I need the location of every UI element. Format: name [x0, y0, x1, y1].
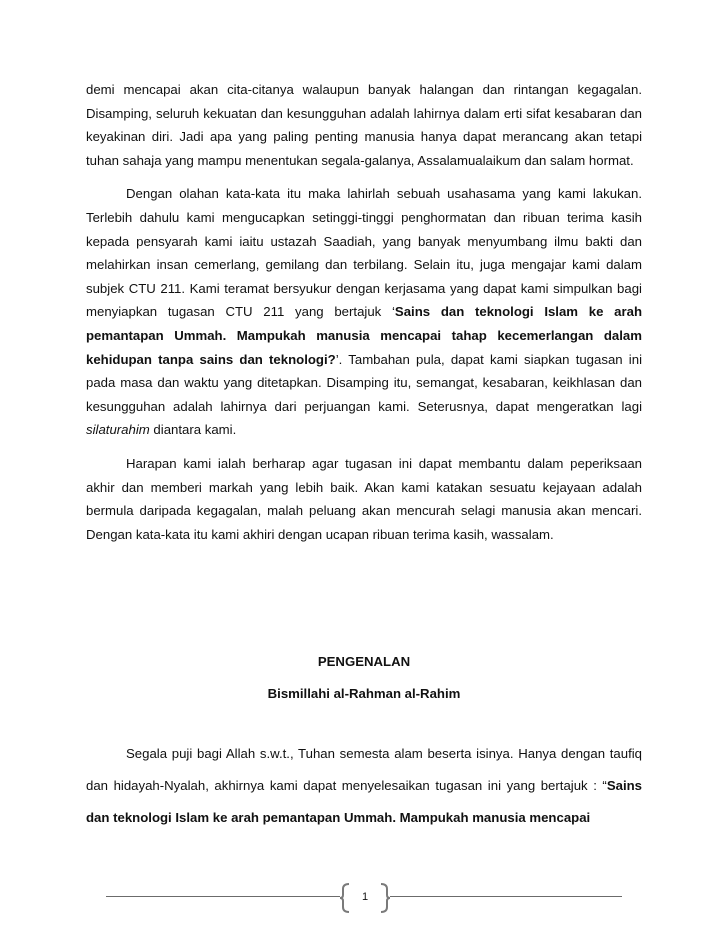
page-number: 1 — [361, 891, 369, 903]
paragraph-acknowledgement — [86, 182, 642, 442]
paragraph-text: ’. Tambahan pula, dapat kami siapkan tugasan ini pada masa dan waktu yang ditetapkan. Disamping itu, semangat, kesabaran, keikhlasan dan kesungguhan adalah lahirnya dari perjuangan kami. Seterusnya, dapat mengeratkan lagi — [86, 351, 643, 414]
paragraph-introduction — [86, 738, 642, 834]
paragraph-text: Dengan olahan kata-kata itu maka lahirlah sebuah usahasama yang kami lakukan. Terlebih dahulu kami mengucapkan setinggi-tinggi penghormatan dan ribuan terima kasih kepada pensyarah kami iaitu ustazah Saadiah, yang banyak menyumbang ilmu bakti dan melahirkan insan cemerlang, gemilang dan terbilang. Selain itu, juga mengajar kami dalam subjek CTU 211. Kami teramat bersyukur dengan kerjasama yang dapat kami simpulkan bagi menyiapkan tugasan CTU 211 yang bertajuk ‘ — [86, 186, 642, 320]
paragraph-text: diantara kami. — [149, 422, 237, 438]
document-body — [86, 78, 642, 546]
page-number-frame — [339, 883, 391, 913]
section-title: PENGENALAN — [317, 654, 411, 669]
introduction-title-bold: Sains dan teknologi Islam ke arah pemantapan Ummah. Mampukah manusia mencapai — [86, 778, 642, 825]
section-subtitle: Bismillahi al-Rahman al-Rahim — [267, 686, 461, 701]
footer-divider-left — [106, 896, 340, 897]
assignment-title-bold: Sains dan teknologi Islam ke arah pemantapan Ummah. Mampukah manusia mencapai tahap kecemerlangan dalam kehidupan tanpa sains dan teknologi? — [86, 304, 642, 367]
italic-term: silaturahim — [86, 422, 150, 438]
footer-divider-right — [390, 896, 622, 897]
paragraph-closing-intro: demi mencapai akan cita-citanya walaupun banyak halangan dan rintangan kegagalan. Disamping, seluruh kekuatan dan kesungguhan adalah lahirnya dalam erti sifat kesabaran dan keyakinan diri. Jadi apa yang paling penting manusia hanya dapat merancang akan tetapi tuhan sahaja yang mampu menentukan segala-galanya, Assalamualaikum dan salam hormat. — [86, 82, 642, 168]
paragraph-text: Segala puji bagi Allah s.w.t., Tuhan semesta alam beserta isinya. Hanya dengan taufiq dan hidayah-Nyalah, akhirnya kami dapat menyelesaikan tugasan ini yang bertajuk : “ — [86, 746, 642, 793]
paragraph-hope: Harapan kami ialah berharap agar tugasan ini dapat membantu dalam peperiksaan akhir dan memberi markah yang lebih baik. Akan kami katakan sesuatu kejayaan adalah bermula daripada kegagalan, malah peluang akan mencurah selagi manusia akan mencari. Dengan kata-kata itu kami akhiri dengan ucapan ribuan terima kasih, wassalam. — [86, 455, 642, 542]
